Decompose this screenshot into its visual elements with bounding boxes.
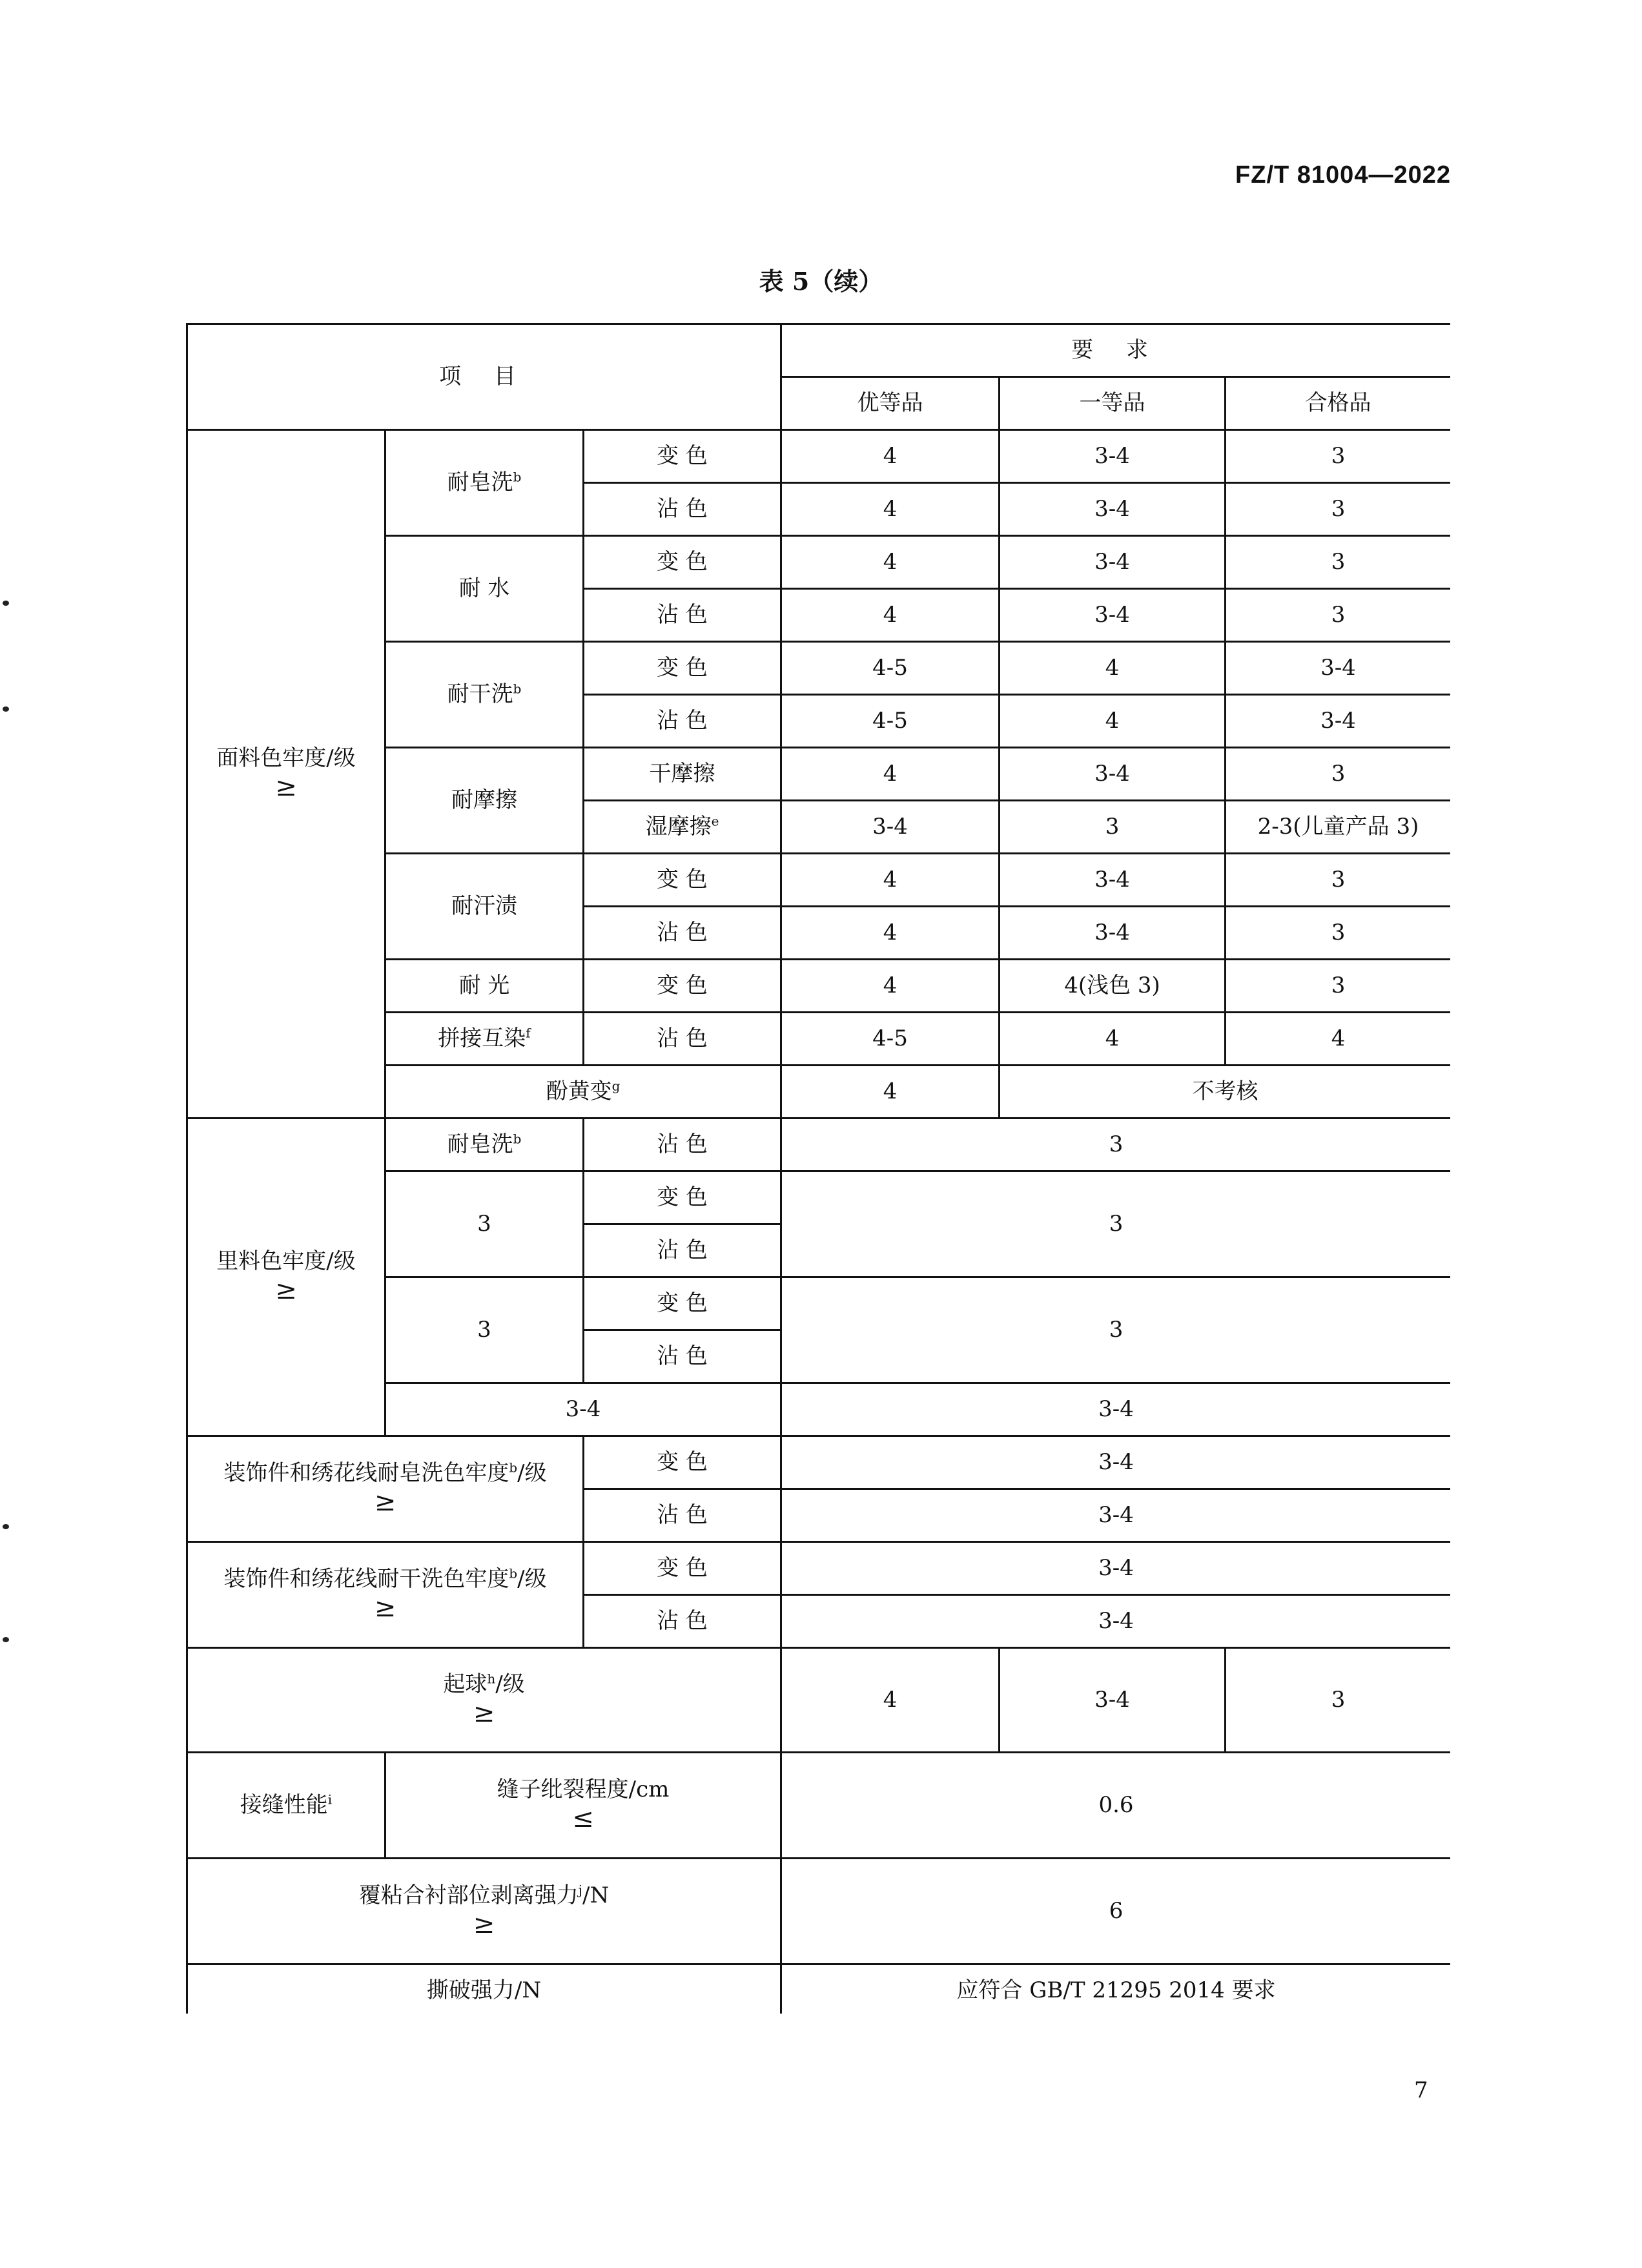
value-cell: 4	[781, 1066, 1000, 1119]
sub-label: 沾 色	[584, 589, 781, 642]
value-cell: 0.6	[781, 1753, 1450, 1859]
value-cell: 3-4	[1000, 1648, 1226, 1753]
value-cell: 4-5	[781, 1013, 1000, 1066]
bond-label: 覆粘合衬部位剥离强力$^j$/N ≥	[187, 1859, 781, 1964]
lining-water-label: 3	[385, 1171, 584, 1277]
scan-mark	[3, 601, 9, 606]
sub-label: 变 色	[584, 536, 781, 589]
value-cell: 3-4	[1226, 695, 1450, 748]
decor-soap-label: 装饰件和绣花线耐皂洗色牢度$^b$/级 ≥	[187, 1436, 584, 1542]
value-cell: 3	[781, 1119, 1450, 1171]
scan-mark	[3, 1637, 9, 1642]
fabric-stitch-label: 拼接互染$^f$	[385, 1013, 584, 1066]
sub-label: 干摩擦	[584, 748, 781, 801]
value-cell: 3	[1226, 483, 1450, 536]
sub-label: 沾 色	[584, 1595, 781, 1648]
fabric-soap-label: 耐皂洗$^b$	[385, 430, 584, 536]
value-cell: 3	[781, 1277, 1450, 1383]
value-cell: 3-4	[781, 1489, 1450, 1542]
fabric-light-label: 耐 光	[385, 960, 584, 1013]
value-cell: 3-4	[1000, 589, 1226, 642]
sub-label: 沾 色	[584, 695, 781, 748]
value-cell: 4-5	[781, 695, 1000, 748]
tear-label: 撕破强力/N	[187, 1964, 781, 2014]
value-cell: 3-4	[781, 801, 1000, 854]
table-row	[187, 1753, 1451, 1859]
value-cell: 3-4	[1000, 430, 1226, 483]
value-cell: 3	[781, 1171, 1450, 1277]
lining-dry-rub-label: 3-4	[385, 1383, 781, 1436]
value-cell: 4(浅色 3)	[1000, 960, 1226, 1013]
value-cell: 3	[1226, 430, 1450, 483]
sub-label: 沾 色	[584, 1330, 781, 1383]
scan-mark	[3, 706, 9, 712]
value-cell: 3	[1226, 536, 1450, 589]
value-cell: 2-3(儿童产品 3)	[1226, 801, 1450, 854]
value-cell: 3-4	[781, 1383, 1450, 1436]
value-cell: 3-4	[1000, 536, 1226, 589]
fabric-rub-label: 耐摩擦	[385, 748, 584, 854]
value-cell: 4	[1000, 695, 1226, 748]
header-grade-first: 一等品	[1000, 377, 1226, 430]
value-cell: 4	[781, 483, 1000, 536]
header-grade-qualified: 合格品	[1226, 377, 1450, 430]
value-cell: 3-4	[1000, 854, 1226, 907]
sub-label: 变 色	[584, 1436, 781, 1489]
value-cell: 4	[1226, 1013, 1450, 1066]
sub-label: 变 色	[584, 1542, 781, 1595]
header-grade-premium: 优等品	[781, 377, 1000, 430]
fabric-sweat-label: 耐汗渍	[385, 854, 584, 960]
sub-label: 沾 色	[584, 1224, 781, 1277]
sub-label: 沾 色	[584, 1489, 781, 1542]
value-cell: 3	[1226, 960, 1450, 1013]
page-number: 7	[1414, 2077, 1428, 2103]
value-cell: 4	[781, 1648, 1000, 1753]
sub-label: 湿摩擦$^e$	[584, 801, 781, 854]
value-cell: 4	[781, 748, 1000, 801]
value-cell: 4	[781, 589, 1000, 642]
fabric-water-label: 耐 水	[385, 536, 584, 642]
value-cell: 4	[1000, 1013, 1226, 1066]
value-cell: 4-5	[781, 642, 1000, 695]
sub-label: 变 色	[584, 1171, 781, 1224]
sub-label: 沾 色	[584, 907, 781, 960]
sub-label: 沾 色	[584, 1119, 781, 1171]
value-cell: 3	[1000, 801, 1226, 854]
value-cell: 4	[781, 536, 1000, 589]
header-item: 项 目	[187, 324, 781, 430]
lining-group-label: 里料色牢度/级 ≥	[187, 1119, 385, 1436]
table-row	[187, 1859, 1451, 1964]
sub-label: 变 色	[584, 642, 781, 695]
decor-dry-label: 装饰件和绣花线耐干洗色牢度$^b$/级 ≥	[187, 1542, 584, 1648]
value-cell: 3-4	[1000, 483, 1226, 536]
value-cell: 4	[781, 907, 1000, 960]
table-row	[187, 1542, 1451, 1595]
value-cell: 4	[1000, 642, 1226, 695]
requirements-table-wrapper	[186, 323, 1450, 2014]
seam-label: 接缝性能$^i$	[187, 1753, 385, 1859]
sub-label: 变 色	[584, 430, 781, 483]
value-cell: 3-4	[1000, 748, 1226, 801]
table-row	[187, 430, 1451, 483]
value-cell: 应符合 GB/T 21295 2014 要求	[781, 1964, 1450, 2014]
lining-soap-label: 耐皂洗$^b$	[385, 1119, 584, 1171]
sub-label: 沾 色	[584, 1013, 781, 1066]
value-cell: 4	[781, 960, 1000, 1013]
fabric-group-label: 面料色牢度/级 ≥	[187, 430, 385, 1119]
value-cell: 3-4	[1000, 907, 1226, 960]
table-row	[187, 1964, 1451, 2014]
fabric-dryclean-label: 耐干洗$^b$	[385, 642, 584, 748]
value-cell: 不考核	[1000, 1066, 1450, 1119]
requirements-table	[186, 323, 1450, 2014]
value-cell: 3	[1226, 748, 1450, 801]
standard-number: FZ/T 81004—2022	[1235, 161, 1451, 189]
seam-sub-label: 缝子纰裂程度/cm ≤	[385, 1753, 781, 1859]
sub-label: 变 色	[584, 1277, 781, 1330]
sub-label: 变 色	[584, 854, 781, 907]
table-row	[187, 1119, 1451, 1171]
value-cell: 4	[781, 854, 1000, 907]
value-cell: 3	[1226, 1648, 1450, 1753]
value-cell: 3-4	[781, 1595, 1450, 1648]
header-row	[187, 324, 1451, 377]
table-row	[187, 1436, 1451, 1489]
lining-sweat-label: 3	[385, 1277, 584, 1383]
table-title: 表 5（续）	[759, 267, 883, 296]
value-cell: 3	[1226, 854, 1450, 907]
table-row	[187, 1648, 1451, 1753]
fabric-phenolic-label: 酚黄变$^g$	[385, 1066, 781, 1119]
scan-mark	[3, 1524, 9, 1529]
value-cell: 3	[1226, 589, 1450, 642]
header-requirement: 要 求	[781, 324, 1450, 377]
value-cell: 3-4	[1226, 642, 1450, 695]
value-cell: 4	[781, 430, 1000, 483]
value-cell: 3	[1226, 907, 1450, 960]
value-cell: 3-4	[781, 1436, 1450, 1489]
sub-label: 沾 色	[584, 483, 781, 536]
value-cell: 6	[781, 1859, 1450, 1964]
sub-label: 变 色	[584, 960, 781, 1013]
value-cell: 3-4	[781, 1542, 1450, 1595]
pilling-label: 起球$^h$/级 ≥	[187, 1648, 781, 1753]
